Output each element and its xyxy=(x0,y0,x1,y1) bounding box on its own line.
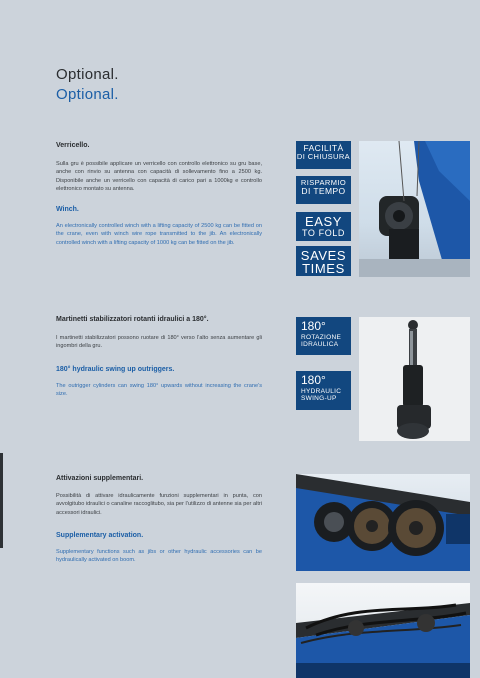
text-swing-up: The outrigger cylinders can swing 180° upwards without increasing the crane’s size. xyxy=(56,382,262,397)
badge-facilita-line2: DI CHIUSURA xyxy=(296,151,351,161)
badge-risparmio xyxy=(296,176,351,204)
heading-supplementary: Supplementary activation. xyxy=(56,531,144,539)
heading-verricello: Verricello. xyxy=(56,142,90,149)
badge-swing-up-line2: HYDRAULIC xyxy=(301,388,342,395)
badge-saves xyxy=(296,246,351,276)
badge-facilita-line1: FACILITÀ xyxy=(303,143,344,153)
badge-easy xyxy=(296,212,351,241)
badge-swing-up-line3: SWING-UP xyxy=(301,394,337,402)
left-edge-marker xyxy=(0,453,3,548)
badge-facilita xyxy=(296,141,351,169)
winch-photo xyxy=(359,141,470,277)
badge-easy-line1: EASY xyxy=(304,214,343,229)
badge-rotazione xyxy=(296,317,351,355)
badge-rotazione-line2: ROTAZIONE xyxy=(301,334,342,341)
badge-rotazione-line1: 180° xyxy=(301,319,326,333)
badge-rotazione-line3: IDRAULICA xyxy=(301,340,339,348)
page-title-en: Optional. xyxy=(56,86,119,103)
text-supplementary: Supplementary functions such as jibs or other hydraulic accessories can be hydraulically activated on boom. xyxy=(56,548,262,564)
badge-risparmio-line2: DI TEMPO xyxy=(301,185,346,196)
text-verricello: Sulla gru è possibile applicare un verricello con controllo elettronico su gru base, anche con rinvio su antenna con capacità di sollevamento fino a 2500 kg. Disponibile anche un verricello con capacità di carico pari a 1000kg e controllo elettronico montato su antenna. xyxy=(56,161,262,192)
section-winch xyxy=(56,142,262,247)
boom-hoses-photo xyxy=(296,583,470,678)
section-outriggers xyxy=(56,316,262,398)
badge-saves-line2: TIMES xyxy=(302,261,345,276)
badge-swing-up xyxy=(296,371,351,410)
section-activation xyxy=(56,475,262,564)
badge-easy-line2: TO FOLD xyxy=(301,228,346,238)
text-attivazioni: Possibilità di attivare idraulicamente funzioni supplementari in punta, con avvolgitubo idraulici o canaline raccoglitubo, sia per l’utilizzo di antenne sia per altri accessori idraulici. xyxy=(56,493,262,516)
outrigger-photo xyxy=(359,317,470,441)
badge-saves-line1: SAVES xyxy=(300,248,347,263)
text-martinetti: I martinetti stabilizzatori possono ruotare di 180° verso l’alto senza aumentare gli ingombri della gru. xyxy=(56,335,262,350)
hose-reel-photo xyxy=(296,474,470,571)
badge-swing-up-line1: 180° xyxy=(301,373,326,387)
heading-attivazioni: Attivazioni supplementari. xyxy=(56,475,144,482)
text-winch: An electronically controlled winch with a lifting capacity of 2500 kg can be fitted on the crane, even with winch wire rope transmitted to the jib. An electronically controlled winch with a lifting capacity of 1000 kg can be fitted on the jib. xyxy=(56,223,262,246)
heading-martinetti: Martinetti stabilizzatori rotanti idraulici a 180°. xyxy=(56,316,209,323)
heading-winch: Winch. xyxy=(56,206,79,214)
heading-swing-up: 180° hydraulic swing up outriggers. xyxy=(56,365,175,373)
page-title-it: Optional. xyxy=(56,66,119,83)
badge-risparmio-line1: RISPARMIO xyxy=(300,178,347,187)
